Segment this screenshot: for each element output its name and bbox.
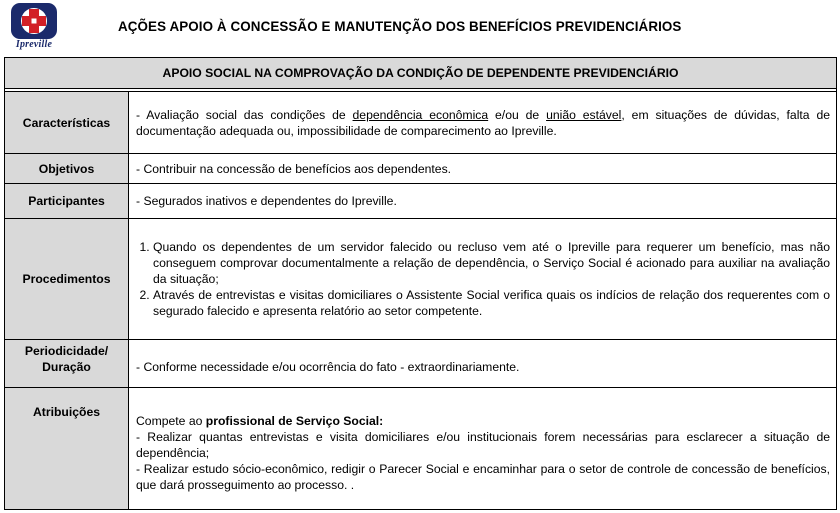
list-item: 1. Quando os dependentes de um servidor falecido ou recluso vem até o Ipreville para requerer um benefício, mas não conseguem comprovar documentalmente a relação de dependência, o Serviço Social é acionado para auxiliar na avaliação da situação; <box>153 239 830 287</box>
atribuicoes-text <box>129 388 837 510</box>
periodicidade-label-line: Periodicidade/ <box>24 344 109 358</box>
atribuicoes-line-1: - Realizar quantas entrevistas e visita domiciliares e/ou institucionais forem necessárias para esclarecer a situação de dependência; <box>136 429 831 460</box>
periodicidade-text: - Conforme necessidade e/ou ocorrência do fato - extraordinariamente. <box>129 340 837 388</box>
ipreville-logo <box>8 2 60 52</box>
caracteristicas-text-part: , em situações de dúvidas, falta de documentação adequada ou, impossibilidade de comparecimento ao Ipreville. <box>136 107 831 138</box>
procedimentos-list <box>136 239 830 319</box>
atribuicoes-line-2: - Realizar estudo sócio-econômico, redigir o Parecer Social e encaminhar para o setor de controle de concessão de benefícios, que dará prosseguimento ao processo. . <box>136 461 831 492</box>
row-label-periodicidade <box>5 340 129 388</box>
caracteristicas-text <box>129 92 837 154</box>
atribuicoes-intro-text: Compete ao <box>136 413 206 428</box>
row-label-atribuicoes: Atribuições <box>5 388 129 510</box>
ipreville-emblem-icon <box>10 2 58 40</box>
table-row-objetivos <box>5 154 837 184</box>
row-label-procedimentos: Procedimentos <box>5 219 129 340</box>
table-row-periodicidade <box>5 340 837 388</box>
logo-text: Ipreville <box>15 39 53 50</box>
table-title: APOIO SOCIAL NA COMPROVAÇÃO DA CONDIÇÃO DE DEPENDENTE PREVIDENCIÁRIO <box>5 58 837 89</box>
list-item: 2. Através de entrevistas e visitas domiciliares o Assistente Social verifica quais os indícios de relação dos requerentes com o segurado falecido e apresenta relatório ao setor competente. <box>153 287 830 319</box>
caracteristicas-text-part: e/ou de <box>488 107 547 122</box>
table-row-caracteristicas <box>5 92 837 154</box>
row-label-objetivos: Objetivos <box>5 154 129 184</box>
row-label-caracteristicas: Características <box>5 92 129 154</box>
participantes-text: - Segurados inativos e dependentes do Ipreville. <box>129 184 837 219</box>
page-title: AÇÕES APOIO À CONCESSÃO E MANUTENÇÃO DOS BENEFÍCIOS PREVIDENCIÁRIOS <box>118 19 682 34</box>
caracteristicas-text-part: - Avaliação social das condições de <box>136 107 353 122</box>
procedimentos-list-cell <box>129 219 837 340</box>
objetivos-text: - Contribuir na concessão de benefícios aos dependentes. <box>129 154 837 184</box>
row-label-participantes: Participantes <box>5 184 129 219</box>
action-table <box>4 57 837 510</box>
atribuicoes-intro <box>136 413 830 429</box>
uniao-estavel-term: união estável <box>546 107 622 122</box>
table-row-procedimentos <box>5 219 837 340</box>
table-row-atribuicoes <box>5 388 837 510</box>
atribuicoes-intro-bold: profissional de Serviço Social: <box>205 413 384 428</box>
duracao-label-line: Duração <box>42 360 91 374</box>
dependencia-economica-term: dependência econômica <box>352 107 489 122</box>
table-row-participantes <box>5 184 837 219</box>
